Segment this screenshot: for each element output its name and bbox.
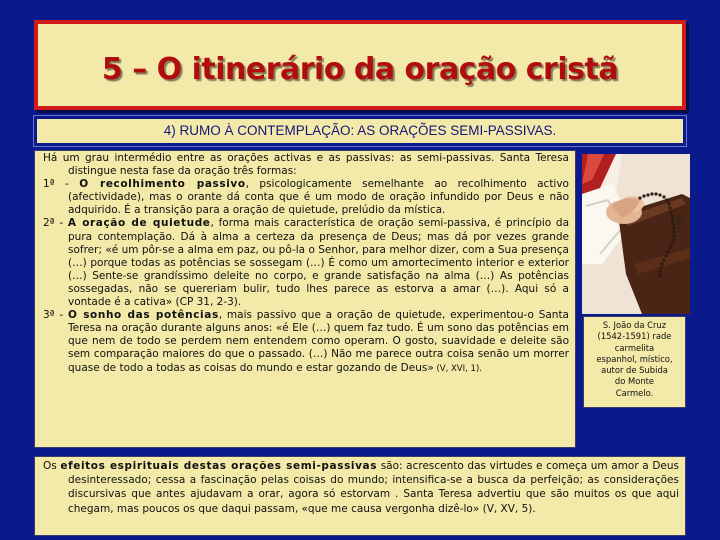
caption-line: Carmelo. (615, 387, 654, 398)
section-subtitle: 4) RUMO À CONTEMPLAÇÃO: AS ORAÇÕES SEMI-PASSIVAS. (163, 123, 557, 138)
intro-paragraph: Há um grau intermédio entre as orações activas e as passivas: as semi-passivas. Santa Teresa distingue nesta fase da oração três formas: (43, 152, 569, 178)
effects-panel (34, 456, 686, 536)
item-number: 1ª - (43, 178, 80, 191)
item-term: O sonho das potências (67, 309, 219, 322)
title-banner (34, 20, 686, 110)
main-text-panel (34, 150, 576, 448)
photo-caption (583, 316, 686, 408)
subtitle-banner (34, 116, 686, 146)
page-title: 5 – O itinerário da oração cristã (101, 52, 619, 87)
item-text: , forma mais característica de oração semi-passiva, é princípio da pura contemplação. Dá à alma a certeza da presença de Deus; mas dá por vezes grande sofrer; «é um pôr-se a alma em paz, ou pô-la o Senhor, para melhor dizer, com a Sua presença (…) porque todas as potências se sossegam (…) É como um amortecimento interior e exterior (…) Sente-se grandíssimo deleite no corpo, e grande satisfação na alma (…) As potências sossegadas, não se quereriam bulir, tudo lhes parece as estorva a amar (…). Aqui só a vontade é a cativa» (CP 31, 2-3). (68, 217, 570, 309)
item-sonho (43, 309, 569, 375)
item-term: O recolhimento passivo (79, 178, 246, 191)
caption-line: do Monte (614, 376, 655, 387)
caption-line: carmelita (614, 342, 655, 353)
item-reference: (V, XVI, 1). (433, 363, 482, 374)
caption-line: S. João da Cruz (602, 320, 667, 330)
praying-hands-rosary-image (582, 154, 690, 314)
effects-text: são: acrescento das virtudes e começa um amor a Deus desinteressado; cessa a fascinação pelas coisas do mundo; intensifica-se a busca da perfeição; as considerações discursivas que antes ajudavam a orar, agora só estorvam . Santa Teresa advertiu que são muitos os que aqui chegam, mas poucos os que daqui passam, «que me causa vergonha dizê-lo» (V, XV, 5). (68, 460, 679, 515)
item-number: 3ª - (43, 309, 68, 322)
caption-line: autor de Subida (601, 365, 668, 376)
caption-line: espanhol, místico, (596, 353, 673, 364)
effects-term: efeitos espirituais destas orações semi-passivas (60, 460, 378, 472)
effects-paragraph (43, 459, 679, 516)
item-text: , mais passivo que a oração de quietude, experimentou-o Santa Teresa na oração durante alguns anos: «é Ele (…) quem faz tudo. É um sono das potências em que nem de todo se perdem nem entendem como operam. O gosto, suavidade e deleite são sem comparação maiores do que o passado. (…) Não me parece outra coisa senão um morrer quase de todo a todas as coisas do mundo e estar gozando de Deus» (68, 309, 569, 374)
effects-lead: Os (43, 460, 61, 472)
caption-line: (1542-1591) rade (597, 331, 672, 342)
item-quietude (43, 217, 569, 309)
item-recolhimento (43, 178, 569, 217)
item-number: 2ª - (43, 217, 68, 230)
photo-illustration (582, 154, 690, 314)
item-term: A oração de quietude (67, 217, 211, 230)
item-text: , psicologicamente semelhante ao recolhimento activo (afectividade), mas o orante dá conta que é um modo de oração infundido por Deus e não adquirido. É a transição para a oração de quietude, prelúdio da mística. (68, 178, 569, 217)
